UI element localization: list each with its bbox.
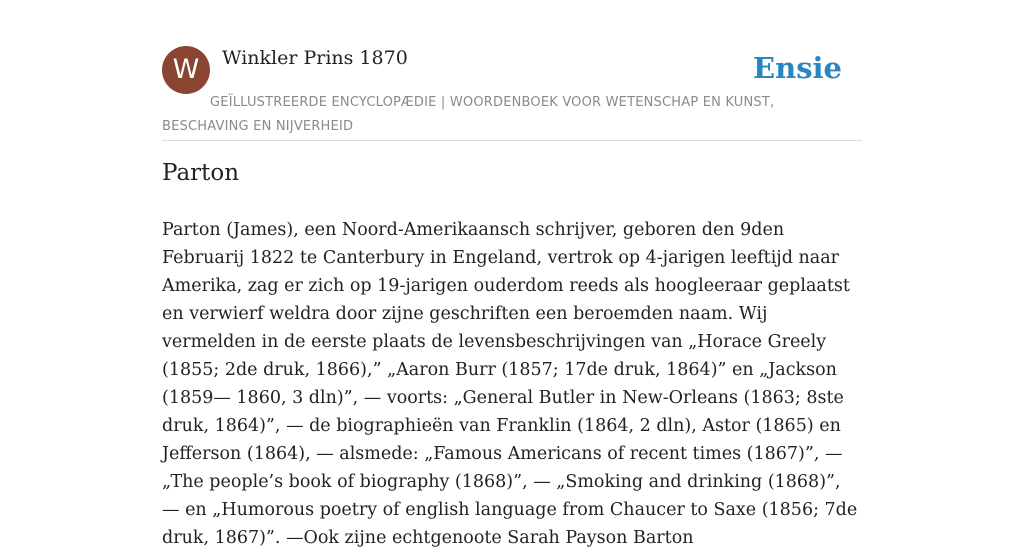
ensie-logo-link[interactable]: Ensie (753, 51, 842, 85)
source-avatar[interactable]: W (162, 46, 210, 94)
source-title[interactable]: Winkler Prins 1870 (222, 47, 408, 69)
source-subtitle: GEÏLLUSTREERDE ENCYCLOPÆDIE | WOORDENBOEK VOOR WETENSCHAP EN KUNST, BESCHAVING EN NIJVERHEID (162, 95, 775, 134)
entry-title: Parton (162, 160, 240, 186)
entry-body: Parton (James), een Noord-Amerikaansch schrijver, geboren den 9den Februarij 1822 te Canterbury in Engeland, vertrok op 4-jarigen leeftijd naar Amerika, zag er zich op 19-jarigen ouderdom reeds als hoogleeraar geplaatst en verwierf weldra door zijne geschriften een beroemden naam. Wij vermelden in de eerste plaats de levensbeschrijvingen van „Horace Greely (1855; 2de druk, 1866),” „Aaron Burr (1857; 17de druk, 1864)” en „Jackson (1859— 1860, 3 dln)”, — voorts: „General Butler in New-Orleans (1863; 8ste druk, 1864)”, — de biographieën van Franklin (1864, 2 dln), Astor (1865) en Jefferson (1864), — alsmede: „Famous Americans of recent times (1867)”, — „The people’s book of biography (1868)”, — „Smoking and drinking (1868)”, — en „Humorous poetry of english language from Chaucer to Saxe (1856; 7de druk, 1867)”. —Ook zijne echtgenoote Sarah Payson Barton (162, 220, 858, 548)
source-header (162, 46, 862, 141)
